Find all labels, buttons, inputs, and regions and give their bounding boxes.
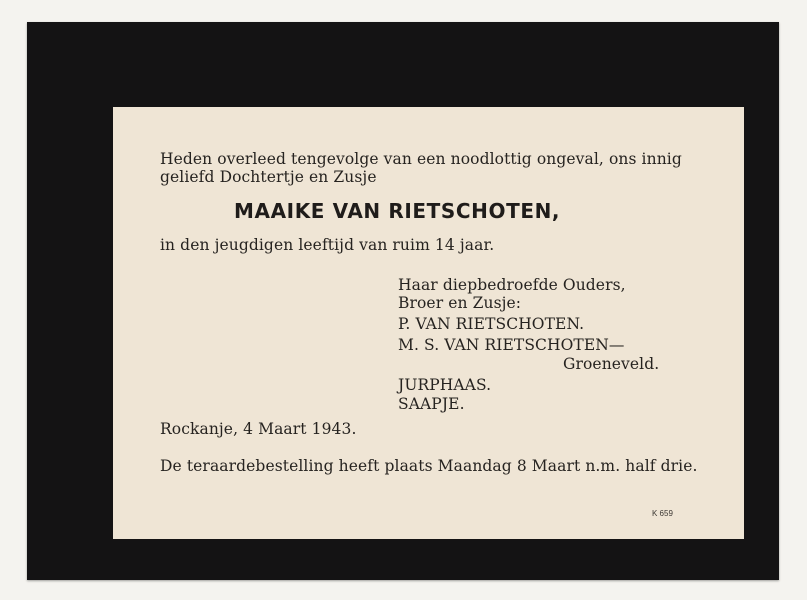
signatory-sibling-2: SAAPJE. bbox=[398, 395, 465, 413]
print-code: K 659 bbox=[652, 509, 673, 518]
mourning-card-border bbox=[27, 22, 779, 580]
mourning-card-paper bbox=[113, 107, 744, 539]
place-and-date: Rockanje, 4 Maart 1943. bbox=[160, 420, 357, 438]
signatory-sibling-1: JURPHAAS. bbox=[398, 376, 492, 394]
signatories-heading-2: Broer en Zusje: bbox=[398, 294, 522, 312]
deceased-name: MAAIKE VAN RIETSCHOTEN, bbox=[234, 199, 561, 223]
signatory-parent-2-continued: Groeneveld. bbox=[563, 355, 660, 373]
age-line: in den jeugdigen leeftijd van ruim 14 jaar. bbox=[160, 236, 495, 254]
funeral-line: De teraardebestelling heeft plaats Maandag 8 Maart n.m. half drie. bbox=[160, 457, 698, 475]
intro-line-2: geliefd Dochtertje en Zusje bbox=[160, 168, 377, 186]
signatory-parent-2: M. S. VAN RIETSCHOTEN— bbox=[398, 336, 625, 354]
signatories-heading-1: Haar diepbedroefde Ouders, bbox=[398, 276, 626, 294]
signatory-parent-1: P. VAN RIETSCHOTEN. bbox=[398, 315, 585, 333]
intro-line-1: Heden overleed tengevolge van een noodlottig ongeval, ons innig bbox=[160, 150, 682, 168]
